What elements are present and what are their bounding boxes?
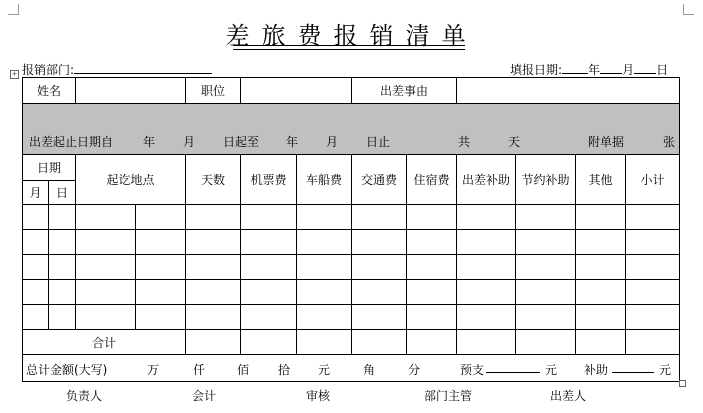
cell[interactable] — [136, 255, 186, 280]
crop-mark-top-right — [683, 4, 694, 15]
cell[interactable] — [23, 280, 49, 305]
total-row-label: 合计 — [23, 330, 186, 355]
fill-date-label: 填报日期: — [510, 63, 563, 77]
cell[interactable] — [516, 305, 576, 330]
col-month: 月 — [23, 181, 49, 205]
cell[interactable] — [576, 330, 626, 355]
dept-input-line[interactable] — [74, 61, 212, 74]
unit-wan: 万 — [147, 363, 160, 377]
cell[interactable] — [76, 230, 136, 255]
cell[interactable] — [186, 280, 241, 305]
cell[interactable] — [626, 280, 680, 305]
cell[interactable] — [241, 305, 297, 330]
cell[interactable] — [457, 205, 516, 230]
cell[interactable] — [516, 280, 576, 305]
col-subtotal: 小计 — [626, 155, 680, 205]
table-resize-handle[interactable] — [679, 380, 686, 387]
cell[interactable] — [297, 305, 352, 330]
cell[interactable] — [23, 255, 49, 280]
advance-label: 预支 — [460, 363, 485, 377]
cell[interactable] — [49, 230, 76, 255]
cell[interactable] — [457, 280, 516, 305]
cell[interactable] — [76, 205, 136, 230]
cell[interactable] — [352, 205, 407, 230]
table-row — [23, 230, 680, 255]
name-label: 姓名 — [23, 78, 76, 104]
unit-yuan: 元 — [318, 363, 331, 377]
cell[interactable] — [626, 205, 680, 230]
col-transport: 交通费 — [352, 155, 407, 205]
title-underline-2 — [233, 49, 465, 50]
day-from-label: 日起至 — [223, 135, 260, 149]
month-unit-1: 月 — [183, 135, 196, 149]
advance-yuan: 元 — [545, 363, 558, 377]
cell[interactable] — [136, 230, 186, 255]
expense-table — [22, 77, 680, 382]
month-input-line[interactable] — [600, 61, 622, 74]
cell[interactable] — [576, 305, 626, 330]
cell[interactable] — [457, 255, 516, 280]
footer-auditor: 审核 — [306, 389, 331, 403]
cell[interactable] — [457, 330, 516, 355]
cell[interactable] — [407, 255, 457, 280]
cell[interactable] — [186, 230, 241, 255]
cell[interactable] — [352, 305, 407, 330]
date-start-label: 出差起止日期自 — [29, 135, 114, 149]
sum-cell — [23, 355, 680, 382]
cell[interactable] — [136, 280, 186, 305]
col-air: 机票费 — [241, 155, 297, 205]
cell[interactable] — [297, 205, 352, 230]
col-num-days: 天数 — [186, 155, 241, 205]
unit-qian: 仟 — [193, 363, 206, 377]
cell[interactable] — [626, 305, 680, 330]
cell[interactable] — [407, 280, 457, 305]
col-saving: 节约补助 — [516, 155, 576, 205]
year-unit-1: 年 — [143, 135, 156, 149]
year-unit-2: 年 — [286, 135, 299, 149]
table-row — [23, 205, 680, 230]
footer-traveler: 出差人 — [550, 389, 587, 403]
cell[interactable] — [186, 255, 241, 280]
cell[interactable] — [186, 330, 241, 355]
cell[interactable] — [241, 280, 297, 305]
cell[interactable] — [297, 280, 352, 305]
table-row — [23, 255, 680, 280]
cell[interactable] — [516, 255, 576, 280]
cell[interactable] — [407, 230, 457, 255]
supplement-input-line[interactable] — [612, 360, 654, 373]
cell[interactable] — [76, 305, 136, 330]
col-allowance: 出差补助 — [457, 155, 516, 205]
cell[interactable] — [516, 330, 576, 355]
cell[interactable] — [76, 255, 136, 280]
cell[interactable] — [241, 255, 297, 280]
cell[interactable] — [407, 330, 457, 355]
cell[interactable] — [186, 205, 241, 230]
table-row — [23, 280, 680, 305]
cell[interactable] — [297, 255, 352, 280]
date-range-cell[interactable] — [23, 104, 680, 155]
year-unit: 年 — [588, 63, 601, 77]
cell[interactable] — [23, 305, 49, 330]
cell[interactable] — [241, 205, 297, 230]
position-label: 职位 — [186, 78, 241, 104]
supplement-yuan: 元 — [659, 363, 672, 377]
unit-jiao: 角 — [363, 363, 376, 377]
cell[interactable] — [241, 330, 297, 355]
cell[interactable] — [352, 330, 407, 355]
cell[interactable] — [297, 230, 352, 255]
column-header-row — [23, 155, 680, 181]
col-date: 日期 — [23, 155, 76, 181]
cell[interactable] — [576, 280, 626, 305]
col-route: 起讫地点 — [76, 155, 186, 205]
info-row — [23, 78, 680, 104]
sum-label: 总计金额(大写) — [26, 363, 108, 377]
cell[interactable] — [352, 230, 407, 255]
cell[interactable] — [241, 230, 297, 255]
cell[interactable] — [49, 305, 76, 330]
day-input-line[interactable] — [634, 61, 656, 74]
footer-dept-head: 部门主管 — [424, 389, 473, 403]
cell[interactable] — [297, 330, 352, 355]
cell[interactable] — [626, 255, 680, 280]
month-unit: 月 — [622, 63, 635, 77]
cell[interactable] — [23, 230, 49, 255]
name-value[interactable] — [76, 78, 186, 104]
unit-bai: 佰 — [237, 363, 250, 377]
cell[interactable] — [626, 230, 680, 255]
days-unit: 天 — [508, 135, 521, 149]
reason-label: 出差事由 — [352, 78, 457, 104]
table-move-handle[interactable]: + — [11, 70, 18, 78]
sheets-unit: 张 — [663, 135, 676, 149]
cell[interactable] — [576, 255, 626, 280]
cell[interactable] — [76, 280, 136, 305]
dept-field — [22, 61, 212, 78]
cell[interactable] — [407, 205, 457, 230]
total-label: 共 — [458, 135, 471, 149]
cell[interactable] — [186, 305, 241, 330]
cell[interactable] — [516, 205, 576, 230]
cell[interactable] — [576, 230, 626, 255]
cell[interactable] — [457, 230, 516, 255]
cell[interactable] — [49, 205, 76, 230]
footer-responsible: 负责人 — [66, 389, 103, 403]
dept-label: 报销部门: — [22, 63, 75, 77]
cell[interactable] — [576, 205, 626, 230]
day-end-label: 日止 — [366, 135, 391, 149]
footer-accountant: 会计 — [192, 389, 217, 403]
unit-fen: 分 — [408, 363, 421, 377]
col-boat: 车船费 — [297, 155, 352, 205]
cell[interactable] — [352, 280, 407, 305]
attach-label: 附单据 — [588, 135, 625, 149]
total-row — [23, 330, 680, 355]
col-day: 日 — [49, 181, 76, 205]
page-title: 差旅费报销清单 — [225, 22, 478, 50]
sum-row — [23, 355, 680, 382]
col-other: 其他 — [576, 155, 626, 205]
position-value[interactable] — [241, 78, 352, 104]
date-range-row — [23, 104, 680, 155]
supplement-label: 补助 — [584, 363, 609, 377]
crop-mark-top-left — [8, 4, 19, 15]
title-underline — [233, 45, 465, 46]
cell[interactable] — [457, 305, 516, 330]
cell[interactable] — [136, 205, 186, 230]
cell[interactable] — [136, 305, 186, 330]
reason-value[interactable] — [457, 78, 680, 104]
fill-date-field — [510, 61, 668, 78]
cell[interactable] — [49, 255, 76, 280]
table-row — [23, 305, 680, 330]
year-input-line[interactable] — [562, 61, 588, 74]
cell[interactable] — [626, 330, 680, 355]
month-unit-2: 月 — [326, 135, 339, 149]
cell[interactable] — [516, 230, 576, 255]
unit-shi: 拾 — [278, 363, 291, 377]
advance-input-line[interactable] — [486, 360, 540, 373]
cell[interactable] — [23, 205, 49, 230]
day-unit: 日 — [656, 63, 669, 77]
col-lodging: 住宿费 — [407, 155, 457, 205]
cell[interactable] — [407, 305, 457, 330]
cell[interactable] — [49, 280, 76, 305]
cell[interactable] — [352, 255, 407, 280]
